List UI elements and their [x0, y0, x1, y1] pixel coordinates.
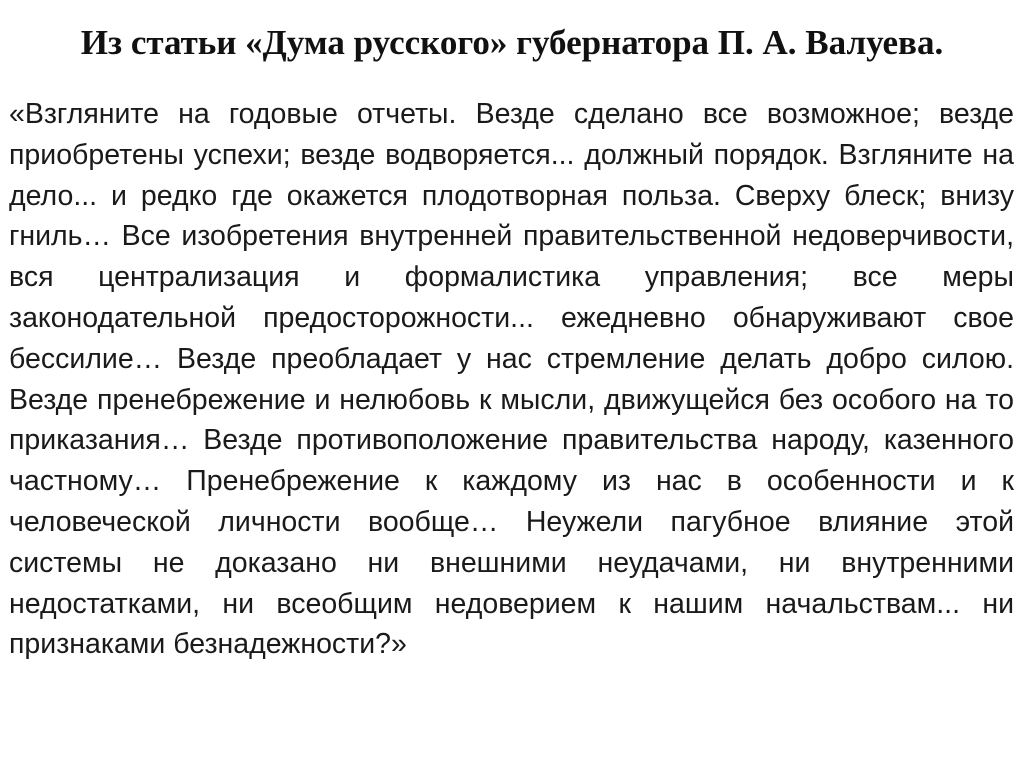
slide-title: Из статьи «Дума русского» губернатора П. А. Валуева.	[80, 23, 944, 62]
quote-paragraph: «Взгляните на годовые отчеты. Везде сделано все возможное; везде приобретены успехи; везде водворяется... должный порядок. Взгляните на дело... и редко где окажется плодотворная польза. Сверху блеск; внизу гниль… Все изобретения внутренней правительственной недоверчивости, вся централизация и формалистика управления; все меры законодательной предосторожности... ежедневно обнаруживают свое бессилие… Везде преобладает у нас стремление делать добро силою. Везде пренебрежение и нелюбовь к мысли, движущейся без особого на то приказания… Везде противоположение правительства народу, казенного частному… Пренебрежение к каждому из нас в особенности и к человеческой личности вообще… Неужели пагубное влияние этой системы не доказано ни внешними неудачами, ни внутренними недостатками, ни всеобщим недоверием к нашим начальствам... ни признаками безнадежности?»	[9, 98, 1014, 661]
